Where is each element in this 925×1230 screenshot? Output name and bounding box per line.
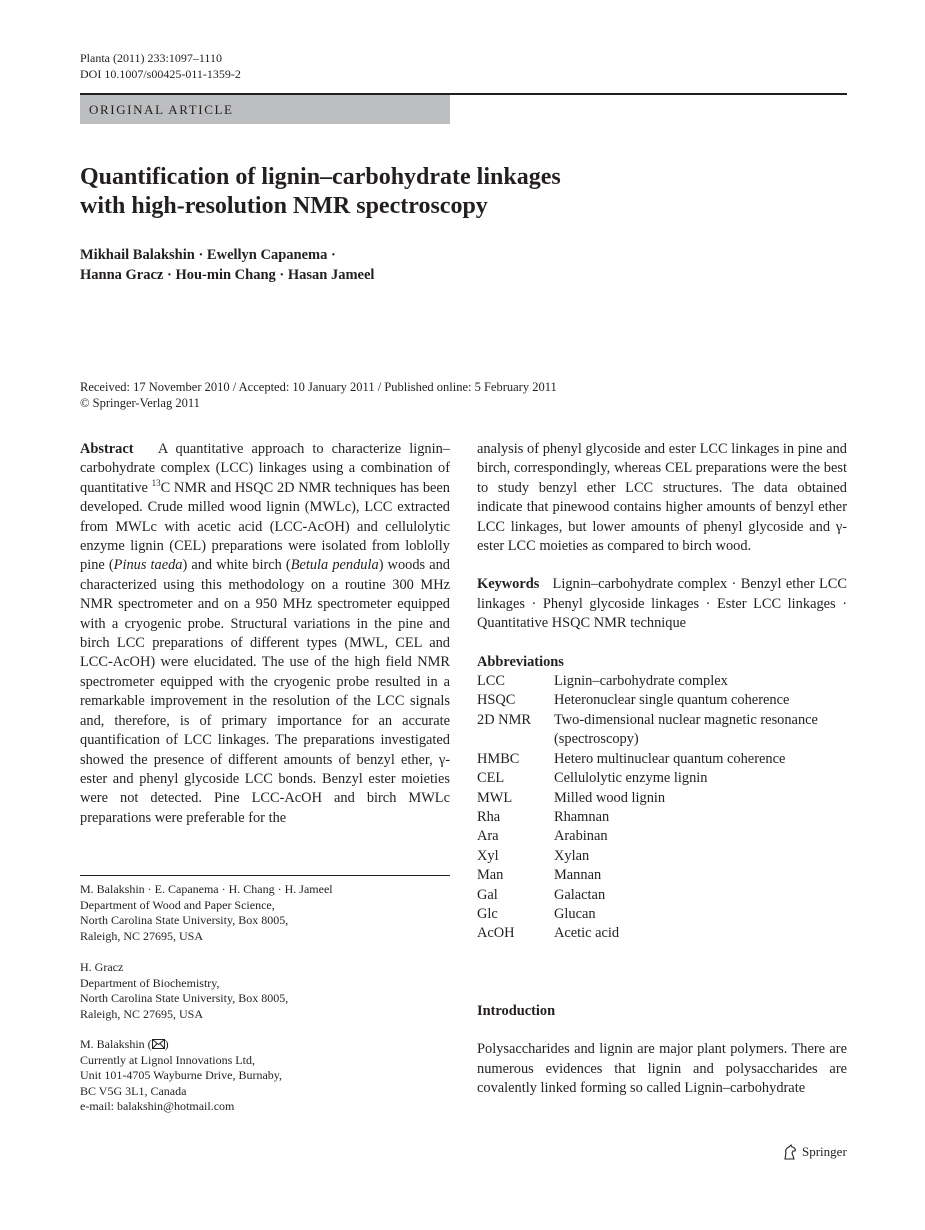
abbreviation-term: Rha [477, 808, 501, 825]
affiliation-block [80, 882, 450, 944]
abbreviation-term: Glc [477, 905, 498, 922]
publication-dates [80, 379, 557, 411]
introduction-heading: Introduction [477, 1002, 556, 1019]
keywords-text: Lignin–carbohydrate complex · Benzyl ether LCC linkages · Phenyl glycoside linkages · Ester LCC linkages · Quantitative HSQC NMR technique [477, 576, 847, 632]
abbreviation-definition: Rhamnan [554, 808, 610, 825]
abbreviation-row [477, 769, 847, 788]
journal-citation: Planta (2011) 233:1097–1110 [80, 51, 222, 65]
affiliation-line: Unit 101-4705 Wayburne Drive, Burnaby, [80, 1068, 282, 1083]
journal-meta [80, 50, 241, 82]
abbreviation-term: CEL [477, 770, 505, 787]
abbreviation-definition: Xylan [554, 847, 590, 864]
abbreviation-definition: Heteronuclear single quantum coherence [554, 692, 790, 709]
abbreviation-term: Xyl [477, 847, 499, 864]
abbreviation-definition: Cellulolytic enzyme lignin [554, 770, 708, 787]
author-line: Mikhail Balakshin · Ewellyn Capanema · [80, 247, 336, 263]
abbreviation-term: Ara [477, 828, 499, 845]
abbreviation-row [477, 886, 847, 905]
keywords-label: Keywords [477, 576, 540, 593]
author-line: Hanna Gracz · Hou-min Chang · Hasan Jameel [80, 267, 375, 283]
abstract-text: ) and white birch ( [182, 557, 291, 574]
abbreviation-row [477, 711, 847, 750]
corresponding-name: M. Balakshin ( [80, 1037, 152, 1051]
abbreviation-row [477, 905, 847, 924]
article-type-banner: ORIGINAL ARTICLE [80, 95, 450, 124]
right-column [477, 440, 847, 1098]
abstract-text: ) woods and characterized using this methodology on a routine 300 MHz NMR spectrometer and on a 950 MHz spectrometer equipped with a cryogenic probe. Structural variations in the pine and birch LCC preparations of different types (MWL, CEL and LCC-AcOH) were elucidated. The use of the high field NMR spectrometer equipped with the cryogenic probe resulted in a remarkable improvement in the resolution of the LCC signals and, therefore, is of primary importance for an accurate quantification of LCC linkages. The preparations investigated showed the presence of different amounts of benzyl ether, γ-ester and phenyl glycoside LCC bonds. Benzyl ester moieties were not detected. Pine LCC-AcOH and birch MWLc preparations were preferable for the [80, 557, 450, 826]
abbreviation-definition: Hetero multinuclear quantum coherence [554, 750, 786, 767]
footnote-rule [80, 875, 450, 876]
title-line: with high-resolution NMR spectroscopy [80, 193, 488, 219]
abbreviation-definition: Arabinan [554, 828, 608, 845]
abbreviation-definition: Mannan [554, 867, 602, 884]
affiliation-line: BC V5G 3L1, Canada [80, 1083, 187, 1098]
keywords [477, 575, 847, 633]
introduction-text: Polysaccharides and lignin are major plant polymers. There are numerous evidences that lignin and polysaccharides are covalently linked forming so called Lignin–carbohydrate [477, 1041, 847, 1096]
abbreviation-row [477, 691, 847, 710]
abbreviation-term: Man [477, 867, 504, 884]
affiliation-line: North Carolina State University, Box 8005, [80, 913, 289, 928]
abbreviation-term: 2D NMR [477, 711, 531, 728]
abbreviation-row [477, 827, 847, 846]
abbreviation-term: MWL [477, 789, 513, 806]
isotope-superscript: 13 [151, 478, 161, 489]
abstract [80, 440, 450, 828]
abstract-text: C NMR and HSQC 2D NMR techniques has been developed. Crude milled wood lignin (MWLc), LCC extracted from MWLc with acetic acid (LCC-AcOH) and cellulolytic enzyme lignin (CEL) preparations were isolated from loblolly pine ( [80, 479, 450, 574]
abbreviation-row [477, 924, 847, 943]
email-link[interactable]: e-mail: balakshin@hotmail.com [80, 1099, 235, 1114]
abstract-column [80, 440, 450, 828]
abstract-label: Abstract [80, 441, 134, 457]
species-name: Betula pendula [290, 557, 379, 574]
corresponding-author-block [80, 1037, 450, 1115]
abbreviations-table [477, 672, 847, 944]
abbreviation-definition: Milled wood lignin [554, 789, 666, 806]
abbreviation-row [477, 847, 847, 866]
affiliation-line: Currently at Lignol Innovations Ltd, [80, 1052, 255, 1067]
abstract-continued: analysis of phenyl glycoside and ester LCC linkages in pine and birch, correspondingly, whereas CEL preparations were the best to study benzyl ether LCC structures. The data obtained indicate that pinewood contains higher amounts of benzyl ether LCC linkages, but lower amounts of phenyl glycoside and γ-ester LCC moieties as compared to birch wood. [477, 441, 847, 555]
abbreviation-definition: Acetic acid [554, 925, 620, 942]
species-name: Pinus taeda [113, 557, 183, 574]
affiliation-line: Raleigh, NC 27695, USA [80, 928, 203, 943]
abstract-text: A quantitative approach to characterize lignin–carbohydrate complex (LCC) linkages using a combination of quantitative [80, 441, 450, 496]
history-dates: Received: 17 November 2010 / Accepted: 10 January 2011 / Published online: 5 February 2011 [80, 380, 557, 394]
abbreviation-term: Gal [477, 886, 498, 903]
paper-title [80, 163, 780, 221]
author-list [80, 245, 374, 285]
abbreviation-row [477, 808, 847, 827]
abbreviation-term: AcOH [477, 925, 515, 942]
abbreviation-term: LCC [477, 673, 505, 690]
affiliation-line: Department of Biochemistry, [80, 975, 220, 990]
corresponding-author [80, 1037, 450, 1053]
abbreviation-definition: Galactan [554, 886, 606, 903]
affiliation-line: H. Gracz [80, 960, 124, 974]
affiliation-block [80, 960, 450, 1022]
abbreviation-term: HSQC [477, 692, 516, 709]
affiliation-line: Raleigh, NC 27695, USA [80, 1006, 203, 1021]
springer-horse-icon [782, 1144, 798, 1160]
publisher-name: Springer [802, 1144, 847, 1159]
abbreviation-definition: Two-dimensional nuclear magnetic resonance (spectroscopy) [554, 711, 818, 748]
abbreviation-term: HMBC [477, 750, 520, 767]
doi[interactable]: DOI 10.1007/s00425-011-1359-2 [80, 67, 241, 81]
abbreviation-definition: Lignin–carbohydrate complex [554, 673, 728, 690]
affiliation-line: North Carolina State University, Box 8005, [80, 991, 289, 1006]
springer-logo [782, 1144, 847, 1160]
abbreviation-definition: Glucan [554, 905, 596, 922]
affiliation-line: M. Balakshin · E. Capanema · H. Chang · H. Jameel [80, 882, 333, 896]
envelope-icon [152, 1039, 165, 1049]
corresponding-close: ) [164, 1037, 169, 1051]
abbreviation-row [477, 789, 847, 808]
title-line: Quantification of lignin–carbohydrate linkages [80, 164, 561, 190]
affiliation-line: Department of Wood and Paper Science, [80, 897, 275, 912]
abbreviations-heading: Abbreviations [477, 653, 564, 670]
abbreviation-row [477, 672, 847, 691]
abbreviation-row [477, 750, 847, 769]
abbreviation-row [477, 866, 847, 885]
copyright: © Springer-Verlag 2011 [80, 396, 200, 410]
